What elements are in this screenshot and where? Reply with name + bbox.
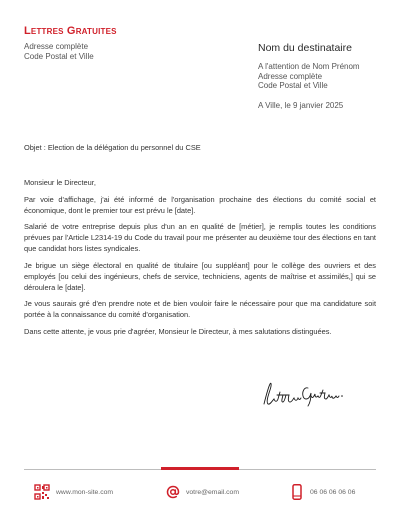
at-sign-icon — [166, 485, 180, 499]
sender-address: Adresse complète — [24, 42, 89, 51]
footer-website[interactable] — [34, 484, 113, 500]
paragraph: Par voie d'affichage, j'ai été informé de l'organisation prochaine des élections du comité social et économique, dont le premier tour est prévu le [date]. — [24, 194, 376, 215]
recipient-postal-city: Code Postal et Ville — [258, 81, 328, 90]
letter-body — [24, 178, 376, 344]
recipient-attention: A l'attention de Nom Prénom — [258, 62, 360, 71]
letter-date: A Ville, le 9 janvier 2025 — [258, 101, 344, 110]
brand-title: Lettres Gratuites — [24, 25, 117, 37]
salutation: Monsieur le Directeur, — [24, 178, 96, 187]
recipient-address-block — [258, 62, 360, 91]
letter-object: Objet : Election de la délégation du personnel du CSE — [24, 143, 201, 152]
footer-email[interactable] — [166, 484, 239, 500]
recipient-address: Adresse complète — [258, 71, 323, 81]
phone-text: 06 06 06 06 06 — [310, 488, 356, 496]
qr-code-icon — [34, 484, 50, 500]
paragraph: Je vous saurais gré d'en prendre note et de bien vouloir faire le nécessaire pour que ma candidature soit portée à la connaissance du comité d'organisation. — [24, 299, 376, 320]
website-text: www.mon-site.com — [56, 488, 114, 496]
sender-address-block — [24, 42, 94, 61]
paragraph: Je brigue un siège électoral en qualité de titulaire [ou suppléant] pour le collège des ouvriers et des employés [ou celui des ingénieurs, chefs de service, techniciens, agents de maîtrise et assimilés,] qui se déroulera le [date]. — [24, 260, 376, 292]
footer-phone[interactable] — [292, 484, 355, 500]
mobile-phone-icon — [292, 484, 302, 500]
footer-accent-bar — [161, 467, 239, 470]
recipient-name: Nom du destinataire — [258, 42, 352, 54]
paragraph: Salarié de votre entreprise depuis plus d'un an en qualité de [métier], je remplis toutes les conditions prévues par l'Article L2314-19 du Code du travail pour me présenter au deuxième tour des élections en tant que candidat hors listes syndicales. — [24, 222, 376, 254]
paragraph: Dans cette attente, je vous prie d'agréer, Monsieur le Directeur, à mes salutations distinguées. — [24, 326, 332, 336]
sender-postal-city: Code Postal et Ville — [24, 51, 94, 61]
email-text: votre@email.com — [186, 488, 239, 496]
handwritten-signature — [258, 378, 348, 415]
